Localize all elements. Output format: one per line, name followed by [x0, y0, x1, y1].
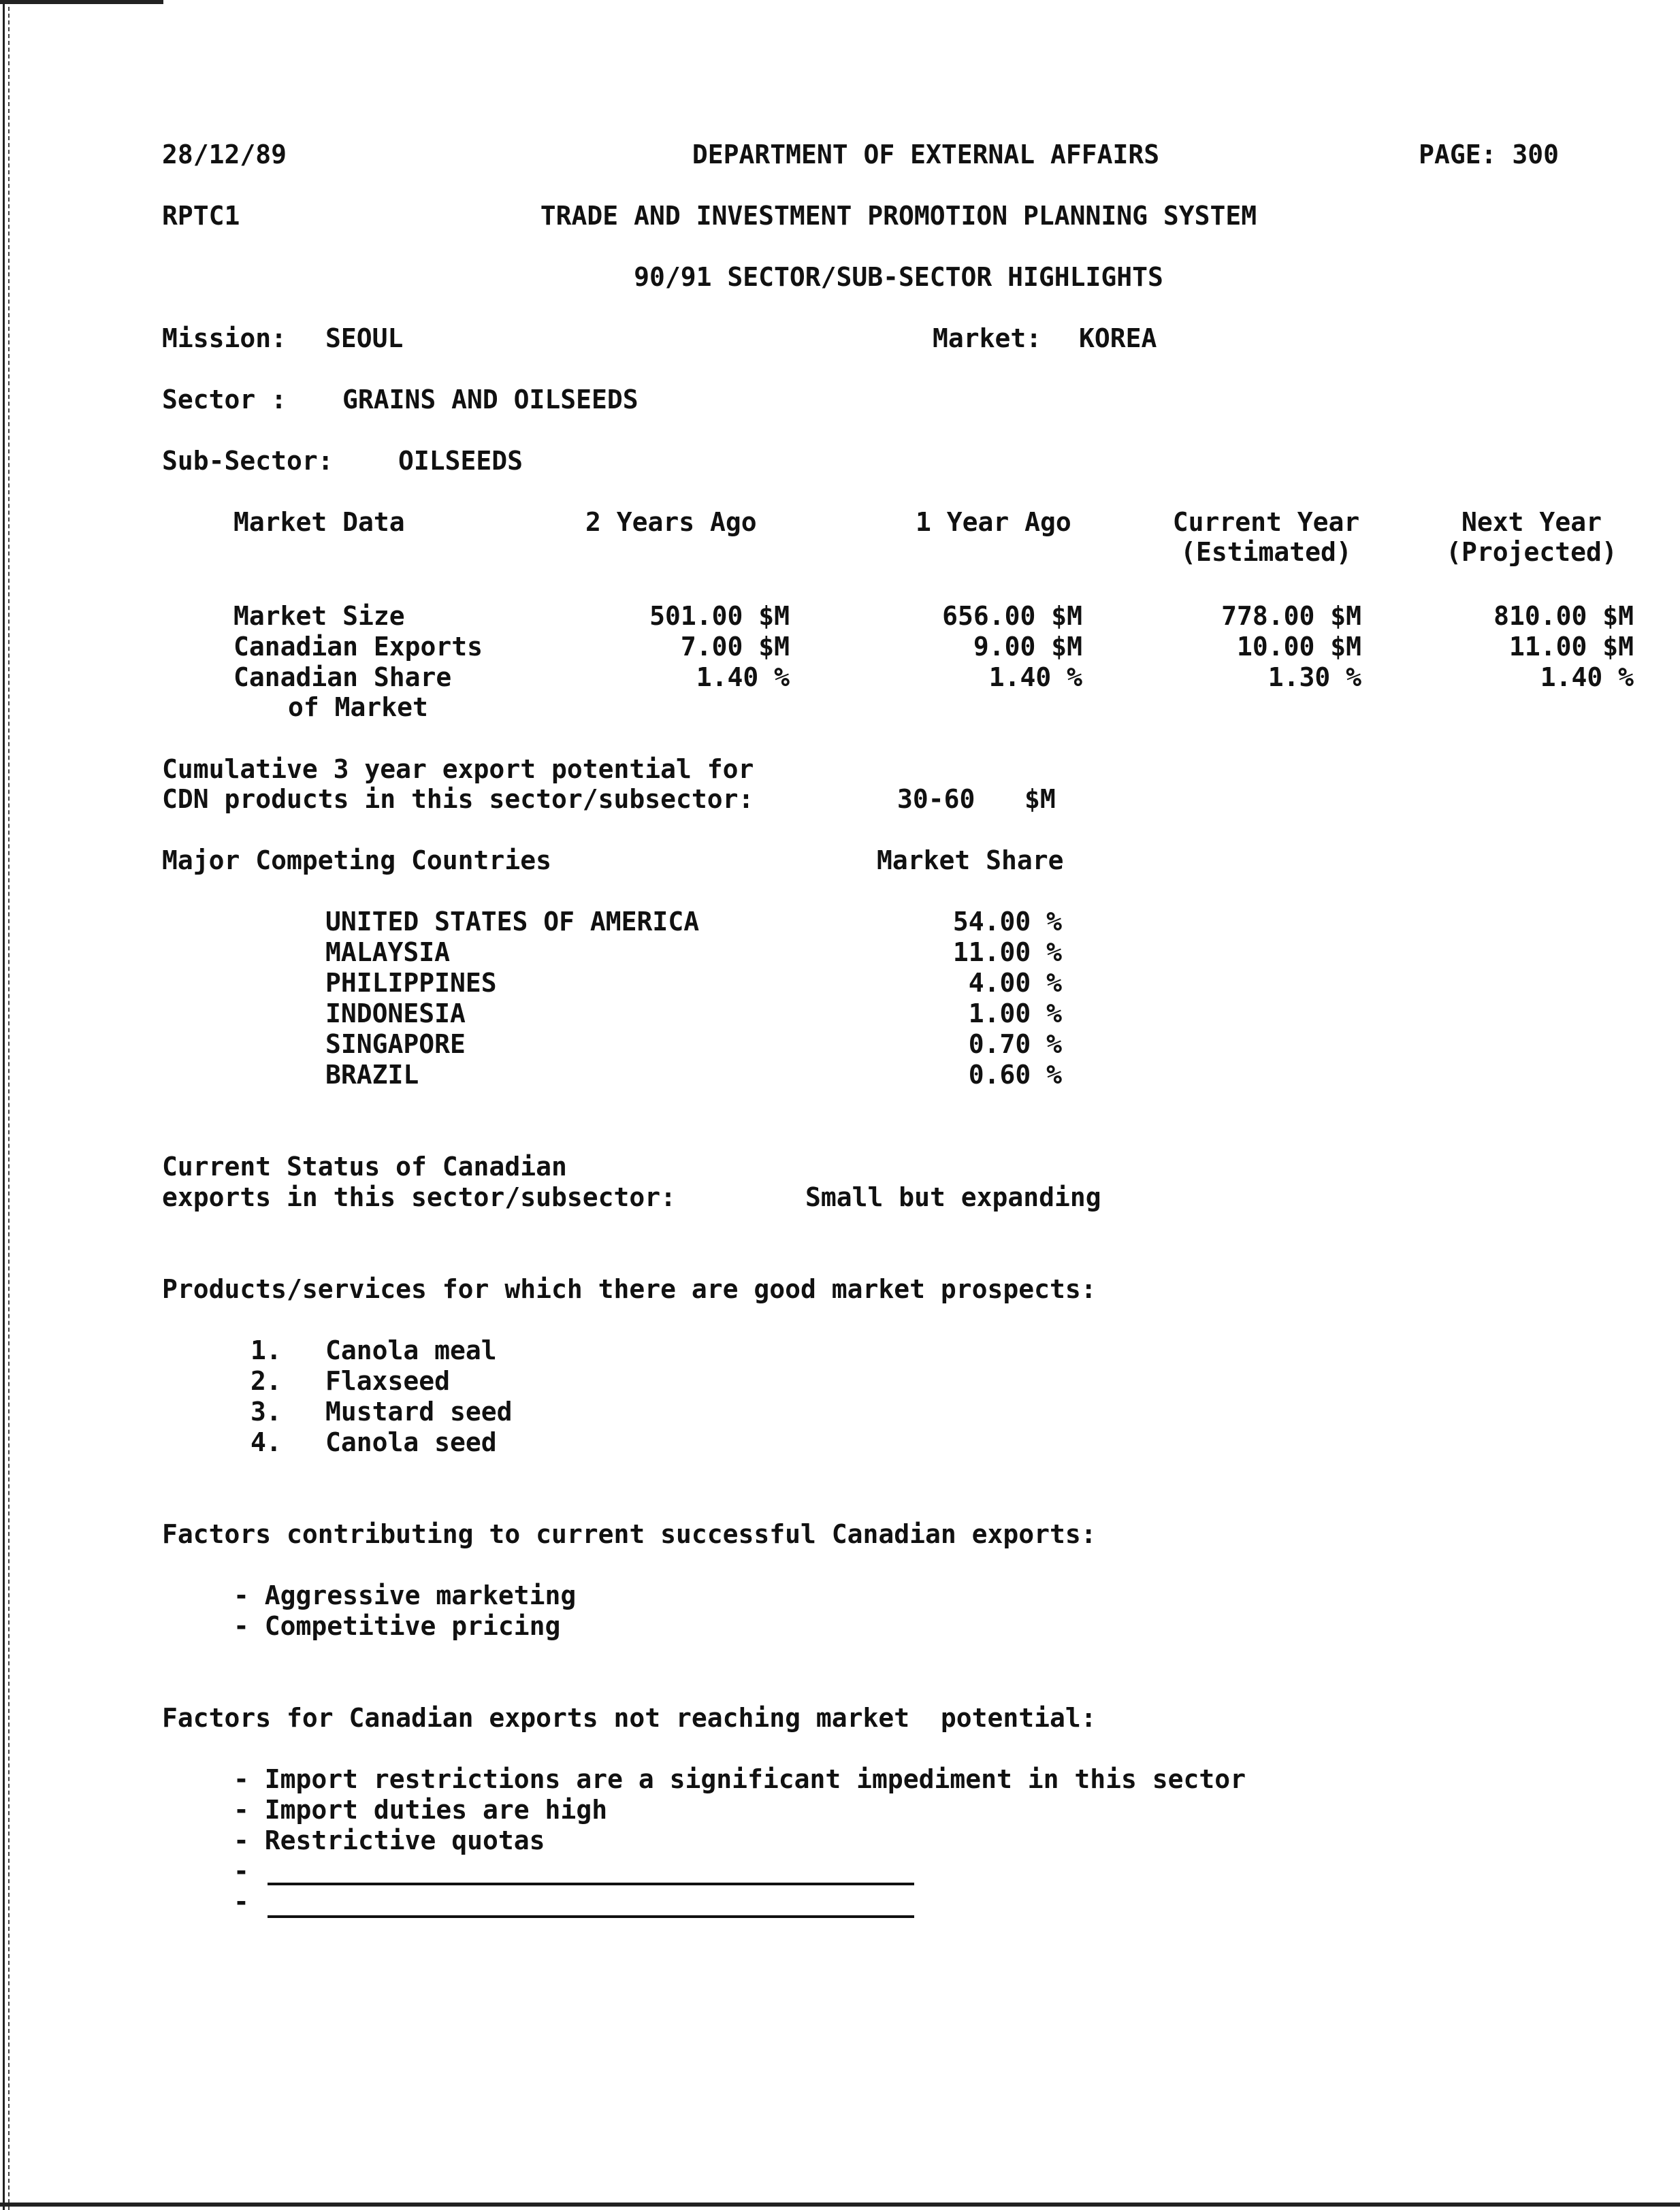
mission-label: Mission: — [162, 323, 287, 353]
competitor-share: 0.70 % — [968, 1029, 1062, 1059]
row-label-canadian-share: Canadian Share — [233, 662, 452, 692]
blank-entry-line — [268, 1915, 914, 1918]
competitor-share: 11.00 % — [952, 937, 1062, 967]
page-binding-edge — [3, 0, 10, 2210]
page-number: PAGE: 300 — [1419, 140, 1559, 169]
prospect-number: 1. — [251, 1335, 282, 1365]
status-line-2: exports in this sector/subsector: — [162, 1182, 676, 1212]
barrier-factor-item: - Restrictive quotas — [233, 1825, 545, 1855]
competitor-share: 4.00 % — [968, 968, 1062, 998]
subsector-value: OILSEEDS — [398, 446, 523, 476]
barrier-factor-blank-item: - — [233, 1887, 249, 1917]
sector-label: Sector : — [162, 385, 287, 415]
success-factor-item: - Competitive pricing — [233, 1611, 561, 1641]
success-factor-item: - Aggressive marketing — [233, 1580, 577, 1610]
row-label-of-market: of Market — [288, 692, 428, 722]
exports-1-year-ago: 9.00 $M — [973, 632, 1082, 662]
competitor-share: 1.00 % — [968, 998, 1062, 1028]
success-factors-heading: Factors contributing to current successful Canadian exports: — [162, 1519, 1097, 1549]
share-2-years-ago: 1.40 % — [696, 662, 790, 692]
barrier-factor-item: - Import restrictions are a significant impediment in this sector — [233, 1764, 1246, 1794]
exports-2-years-ago: 7.00 $M — [680, 632, 790, 662]
prospect-item: Mustard seed — [325, 1397, 513, 1427]
market-value: KOREA — [1079, 323, 1157, 353]
barrier-factor-item: - Import duties are high — [233, 1795, 608, 1825]
competitor-country: SINGAPORE — [325, 1029, 466, 1059]
potential-line-2: CDN products in this sector/subsector: — [162, 784, 754, 814]
exports-next-year: 11.00 $M — [1508, 632, 1634, 662]
barrier-factors-heading: Factors for Canadian exports not reaching market potential: — [162, 1703, 1097, 1733]
market-share-heading: Market Share — [877, 845, 1064, 875]
competitor-country: MALAYSIA — [325, 937, 451, 967]
prospect-item: Canola meal — [325, 1335, 497, 1365]
barrier-factor-blank-item: - — [233, 1856, 249, 1886]
competitor-country: INDONESIA — [325, 998, 466, 1028]
report-subtitle: 90/91 SECTOR/SUB-SECTOR HIGHLIGHTS — [634, 262, 1163, 292]
sector-value: GRAINS AND OILSEEDS — [342, 385, 639, 415]
prospect-item: Flaxseed — [325, 1366, 451, 1396]
department-name: DEPARTMENT OF EXTERNAL AFFAIRS — [692, 140, 1160, 169]
competitor-country: PHILIPPINES — [325, 968, 497, 998]
blank-entry-line — [268, 1883, 914, 1885]
prospect-item: Canola seed — [325, 1427, 497, 1457]
prospect-number: 3. — [251, 1397, 282, 1427]
col-header-next-year: Next Year — [1461, 507, 1602, 537]
system-title: TRADE AND INVESTMENT PROMOTION PLANNING SYSTEM — [540, 201, 1257, 231]
market-size-current-year: 778.00 $M — [1221, 601, 1361, 631]
mission-value: SEOUL — [325, 323, 404, 353]
market-size-2-years-ago: 501.00 $M — [649, 601, 790, 631]
share-1-year-ago: 1.40 % — [988, 662, 1082, 692]
prospect-number: 2. — [251, 1366, 282, 1396]
market-label: Market: — [933, 323, 1042, 353]
prospects-heading: Products/services for which there are good market prospects: — [162, 1274, 1097, 1304]
share-current-year: 1.30 % — [1267, 662, 1361, 692]
col-header-1-year-ago: 1 Year Ago — [916, 507, 1071, 537]
competitor-country: BRAZIL — [325, 1060, 419, 1090]
market-size-next-year: 810.00 $M — [1493, 601, 1634, 631]
report-code: RPTC1 — [162, 201, 240, 231]
col-header-estimated: (Estimated) — [1180, 537, 1352, 567]
market-size-1-year-ago: 656.00 $M — [942, 601, 1082, 631]
status-line-1: Current Status of Canadian — [162, 1152, 567, 1182]
status-value: Small but expanding — [805, 1182, 1101, 1212]
share-next-year: 1.40 % — [1540, 662, 1634, 692]
exports-current-year: 10.00 $M — [1236, 632, 1361, 662]
col-header-current-year: Current Year — [1172, 507, 1360, 537]
competitors-heading: Major Competing Countries — [162, 845, 551, 875]
competitor-share: 54.00 % — [952, 907, 1062, 937]
page-top-edge — [0, 0, 163, 4]
potential-line-1: Cumulative 3 year export potential for — [162, 754, 754, 784]
subsector-label: Sub-Sector: — [162, 446, 334, 476]
potential-value: 30-60 — [897, 784, 975, 814]
page-bottom-edge — [0, 2203, 1680, 2207]
prospect-number: 4. — [251, 1427, 282, 1457]
market-data-heading: Market Data — [233, 507, 405, 537]
competitor-share: 0.60 % — [968, 1060, 1062, 1090]
col-header-projected: (Projected) — [1446, 537, 1617, 567]
row-label-canadian-exports: Canadian Exports — [233, 632, 483, 662]
report-date: 28/12/89 — [162, 140, 287, 169]
potential-unit: $M — [1024, 784, 1056, 814]
row-label-market-size: Market Size — [233, 601, 405, 631]
col-header-2-years-ago: 2 Years Ago — [585, 507, 757, 537]
competitor-country: UNITED STATES OF AMERICA — [325, 907, 700, 937]
